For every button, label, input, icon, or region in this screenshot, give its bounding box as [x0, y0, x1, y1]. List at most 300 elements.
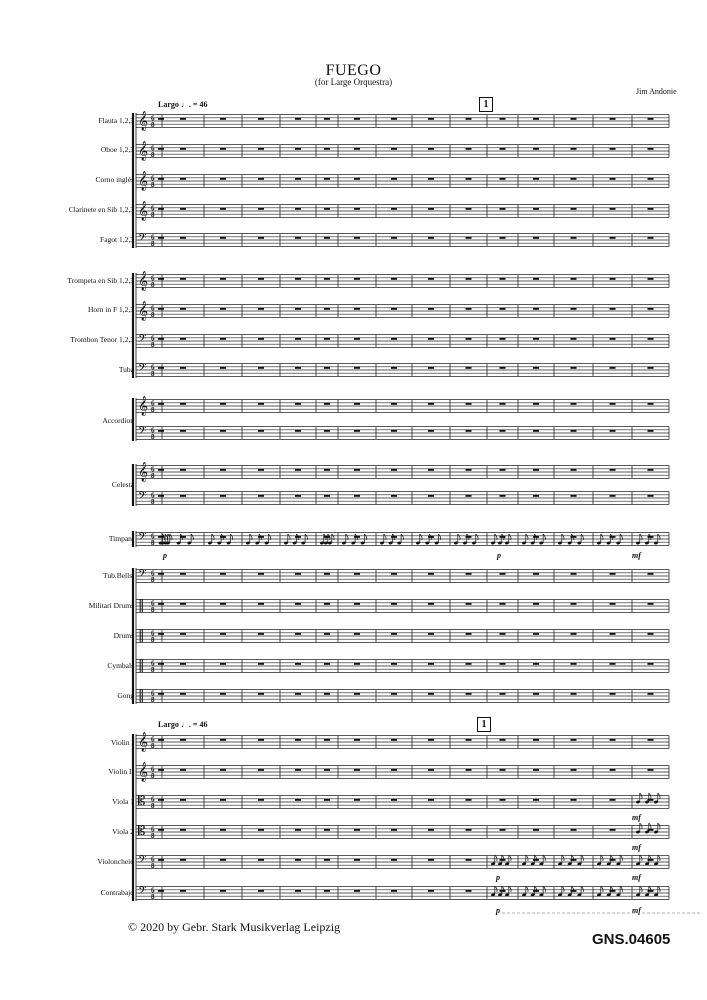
measure-rest [648, 603, 654, 605]
instrument-label-cymbals: Cymbals [107, 661, 134, 670]
measure-rest [324, 693, 330, 695]
measure-rest [258, 495, 264, 497]
clef-symbol: 𝄢 [138, 568, 147, 583]
instrument-label-drums: Drums [113, 631, 134, 640]
dynamic-marking: mf [632, 551, 641, 560]
clef-symbol: 𝄢 [138, 531, 147, 546]
measure-rest [354, 338, 360, 340]
clef-symbol: 𝄞 [138, 201, 149, 221]
time-signature: 8 [151, 181, 155, 189]
instrument-label-viola-1: Viola 1 [112, 797, 134, 806]
measure-rest [220, 769, 226, 771]
measure-rest [180, 633, 186, 635]
measure-rest [391, 430, 397, 432]
measure-rest [648, 338, 654, 340]
measure-rest [648, 308, 654, 310]
measure-rest [220, 739, 226, 741]
measure-rest [533, 469, 539, 471]
measure-rest [428, 663, 434, 665]
clef-symbol: 𝄞 [138, 171, 149, 191]
measure-rest [533, 278, 539, 280]
measure-rest [500, 573, 506, 575]
measure-rest [158, 573, 164, 575]
measure-rest [648, 237, 654, 239]
measure-rest [295, 178, 301, 180]
measure-rest [295, 890, 301, 892]
measure-rest [220, 278, 226, 280]
measure-rest [220, 693, 226, 695]
measure-rest [295, 403, 301, 405]
clef-symbol: ‖ [138, 688, 145, 703]
measure-rest [610, 237, 616, 239]
measure-rest [533, 495, 539, 497]
measure-rest [466, 308, 472, 310]
clef-symbol: ‖ [138, 598, 145, 613]
measure-rest [533, 573, 539, 575]
measure-rest [428, 148, 434, 150]
measure-rest [466, 799, 472, 801]
time-signature: 6 [151, 735, 155, 744]
measure-rest [258, 890, 264, 892]
measure-rest [533, 829, 539, 831]
measure-rest [158, 769, 164, 771]
measure-rest [324, 430, 330, 432]
measure-rest [354, 469, 360, 471]
measure-rest [180, 208, 186, 210]
time-signature: 6 [151, 795, 155, 804]
instrument-label-violin-1: Violin I [110, 738, 134, 747]
measure-rest [466, 148, 472, 150]
measure-rest [220, 829, 226, 831]
measure-rest [466, 118, 472, 120]
measure-rest [295, 573, 301, 575]
measure-rest [533, 178, 539, 180]
measure-rest [391, 603, 397, 605]
measure-rest [610, 603, 616, 605]
measure-rest [648, 469, 654, 471]
measure-rest [533, 603, 539, 605]
dynamic-marking: p [163, 551, 167, 560]
measure-rest [324, 573, 330, 575]
measure-rest [500, 208, 506, 210]
measure-rest [354, 403, 360, 405]
clef-symbol: 𝄞 [138, 141, 149, 161]
measure-rest [391, 573, 397, 575]
measure-rest [391, 859, 397, 861]
measure-rest [324, 403, 330, 405]
measure-rest [258, 118, 264, 120]
measure-rest [648, 367, 654, 369]
catalog-number: GNS.04605 [592, 931, 671, 948]
measure-rest [258, 367, 264, 369]
measure-rest [220, 799, 226, 801]
measure-rest [180, 693, 186, 695]
measure-rest [295, 308, 301, 310]
measure-rest [180, 469, 186, 471]
measure-rest [610, 663, 616, 665]
measure-rest [220, 338, 226, 340]
instrument-label-trombon: Trombon Tenor 1,2,3 [70, 335, 134, 344]
measure-rest [466, 693, 472, 695]
measure-rest [500, 799, 506, 801]
time-signature: 8 [151, 696, 155, 704]
instrument-label-horn: Horn in F 1,2,3 [87, 305, 134, 314]
instrument-label-timpani: Timpani [108, 534, 134, 543]
measure-rest [648, 633, 654, 635]
measure-rest [533, 859, 539, 861]
measure-rest [295, 237, 301, 239]
measure-rest [258, 237, 264, 239]
measure-rest [500, 859, 506, 861]
time-signature: 6 [151, 629, 155, 638]
measure-rest [571, 693, 577, 695]
measure-rest [500, 890, 506, 892]
measure-rest [180, 430, 186, 432]
measure-rest [295, 769, 301, 771]
measure-rest [158, 829, 164, 831]
measure-rest [500, 338, 506, 340]
instrument-label-tuba: Tuba [118, 365, 134, 374]
instrument-label-oboe: Oboe 1,2,3 [100, 145, 134, 154]
measure-rest [610, 739, 616, 741]
measure-rest [610, 148, 616, 150]
tempo-marking-top: Largo ♩. = 46 [158, 100, 208, 109]
measure-rest [466, 633, 472, 635]
time-signature: 6 [151, 825, 155, 834]
measure-rest [571, 237, 577, 239]
measure-rest [571, 118, 577, 120]
measure-rest [533, 237, 539, 239]
measure-rest [571, 469, 577, 471]
measure-rest [428, 308, 434, 310]
measure-rest [158, 603, 164, 605]
time-signature: 6 [151, 334, 155, 343]
clef-symbol: 𝄢 [138, 333, 147, 348]
instrument-label-accordion: Accordion [102, 416, 134, 425]
measure-rest [180, 308, 186, 310]
measure-rest [220, 573, 226, 575]
measure-rest [428, 208, 434, 210]
time-signature: 6 [151, 659, 155, 668]
measure-rest [258, 829, 264, 831]
instrument-label-flauta: Flauta 1,2,3 [98, 116, 134, 125]
measure-rest [220, 890, 226, 892]
measure-rest [648, 430, 654, 432]
measure-rest [158, 663, 164, 665]
measure-rest [466, 237, 472, 239]
measure-rest [354, 430, 360, 432]
measure-rest [500, 693, 506, 695]
measure-rest [500, 739, 506, 741]
measure-rest [258, 739, 264, 741]
copyright-notice: © 2020 by Gebr. Stark Musikverlag Leipzig [128, 920, 341, 934]
measure-rest [158, 403, 164, 405]
measure-rest [466, 367, 472, 369]
measure-rest [571, 403, 577, 405]
time-signature: 8 [151, 772, 155, 780]
measure-rest [571, 178, 577, 180]
time-signature: 6 [151, 569, 155, 578]
dynamic-marking: mf [632, 873, 641, 882]
measure-rest [500, 118, 506, 120]
measure-rest [466, 178, 472, 180]
measure-rest [533, 208, 539, 210]
time-signature: 6 [151, 465, 155, 474]
measure-rest [571, 739, 577, 741]
measure-rest [610, 403, 616, 405]
measure-rest [295, 338, 301, 340]
measure-rest [180, 148, 186, 150]
measure-rest [571, 573, 577, 575]
measure-rest [533, 890, 539, 892]
measure-rest [466, 338, 472, 340]
time-signature: 8 [151, 433, 155, 441]
measure-rest [258, 148, 264, 150]
time-signature: 8 [151, 606, 155, 614]
measure-rest [258, 693, 264, 695]
clef-symbol: 𝄢 [138, 232, 147, 247]
measure-rest [180, 859, 186, 861]
measure-rest [354, 890, 360, 892]
time-signature: 6 [151, 765, 155, 774]
measure-rest [295, 693, 301, 695]
measure-rest [466, 769, 472, 771]
measure-rest [391, 278, 397, 280]
measure-rest [324, 663, 330, 665]
measure-rest [324, 739, 330, 741]
time-signature: 8 [151, 862, 155, 870]
instrument-label-trompeta: Trompeta en Sib 1,2,3 [67, 276, 134, 285]
clef-symbol: 𝄡 [138, 824, 146, 839]
measure-rest [500, 469, 506, 471]
measure-rest [324, 208, 330, 210]
clef-symbol: 𝄞 [138, 271, 149, 291]
measure-rest [466, 663, 472, 665]
measure-rest [258, 799, 264, 801]
measure-rest [391, 829, 397, 831]
measure-rest [158, 430, 164, 432]
time-signature: 8 [151, 370, 155, 378]
instrument-label-military-drums: Militari Drums [88, 601, 134, 610]
time-signature: 6 [151, 689, 155, 698]
measure-rest [158, 536, 164, 538]
instrument-label-corno-ingles: Corno inglés [95, 175, 134, 184]
measure-rest [324, 278, 330, 280]
measure-rest [533, 799, 539, 801]
measure-rest [295, 278, 301, 280]
time-signature: 8 [151, 311, 155, 319]
measure-rest [610, 469, 616, 471]
measure-rest [258, 208, 264, 210]
measure-rest [180, 338, 186, 340]
measure-rest [533, 148, 539, 150]
measure-rest [295, 469, 301, 471]
measure-rest [391, 633, 397, 635]
measure-rest [610, 633, 616, 635]
measure-rest [571, 430, 577, 432]
measure-rest [500, 367, 506, 369]
measure-rest [533, 338, 539, 340]
measure-rest [428, 739, 434, 741]
measure-rest [391, 118, 397, 120]
measure-rest [428, 573, 434, 575]
clef-symbol: ‖ [138, 628, 145, 643]
measure-rest [180, 829, 186, 831]
measure-rest [610, 208, 616, 210]
measure-rest [158, 367, 164, 369]
measure-rest [180, 769, 186, 771]
measure-rest [533, 430, 539, 432]
measure-rest [158, 890, 164, 892]
time-signature: 8 [151, 576, 155, 584]
measure-rest [220, 237, 226, 239]
measure-rest [180, 603, 186, 605]
time-signature: 6 [151, 274, 155, 283]
measure-rest [220, 367, 226, 369]
instrument-label-contrabajo: Contrabajo [100, 888, 134, 897]
measure-rest [533, 118, 539, 120]
rehearsal-mark-strings: 1 [477, 717, 491, 732]
measure-rest [571, 769, 577, 771]
measure-rest [295, 829, 301, 831]
measure-rest [295, 430, 301, 432]
measure-rest [428, 829, 434, 831]
measure-rest [500, 430, 506, 432]
measure-rest [158, 859, 164, 861]
measure-rest [648, 178, 654, 180]
measure-rest [158, 633, 164, 635]
measure-rest [500, 278, 506, 280]
instrument-label-gong: Gong [117, 691, 134, 700]
measure-rest [220, 118, 226, 120]
clef-symbol: 𝄞 [138, 396, 149, 416]
measure-rest [391, 237, 397, 239]
time-signature: 8 [151, 151, 155, 159]
measure-rest [571, 148, 577, 150]
measure-rest [158, 495, 164, 497]
measure-rest [391, 469, 397, 471]
measure-rest [391, 663, 397, 665]
measure-rest [466, 739, 472, 741]
measure-rest [258, 663, 264, 665]
tempo-marking-strings: Largo ♩. = 46 [158, 720, 208, 729]
measure-rest [500, 769, 506, 771]
measure-rest [158, 308, 164, 310]
measure-rest [610, 829, 616, 831]
measure-rest [295, 633, 301, 635]
measure-rest [180, 799, 186, 801]
measure-rest [295, 799, 301, 801]
measure-rest [500, 237, 506, 239]
measure-rest [258, 403, 264, 405]
measure-rest [295, 663, 301, 665]
measure-rest [610, 278, 616, 280]
measure-rest [428, 693, 434, 695]
measure-rest [220, 859, 226, 861]
measure-rest [324, 237, 330, 239]
measure-rest [180, 890, 186, 892]
measure-rest [391, 890, 397, 892]
time-signature: 8 [151, 539, 155, 547]
clef-symbol: 𝄞 [138, 111, 149, 131]
clef-symbol: 𝄢 [138, 854, 147, 869]
clef-symbol: 𝄞 [138, 732, 149, 752]
measure-rest [324, 118, 330, 120]
measure-rest [648, 118, 654, 120]
measure-rest [295, 739, 301, 741]
measure-rest [258, 633, 264, 635]
time-signature: 8 [151, 893, 155, 901]
measure-rest [428, 367, 434, 369]
measure-rest [571, 663, 577, 665]
dynamic-marking: mf [632, 813, 641, 822]
dynamic-marking: mf [632, 906, 641, 915]
time-signature: 8 [151, 281, 155, 289]
measure-rest [466, 495, 472, 497]
measure-rest [258, 859, 264, 861]
clef-symbol: 𝄡 [138, 794, 146, 809]
measure-rest [324, 799, 330, 801]
measure-rest [180, 367, 186, 369]
time-signature: 8 [151, 406, 155, 414]
measure-rest [180, 663, 186, 665]
measure-rest [354, 603, 360, 605]
measure-rest [258, 278, 264, 280]
time-signature: 8 [151, 742, 155, 750]
measure-rest [324, 633, 330, 635]
time-signature: 8 [151, 211, 155, 219]
time-signature: 8 [151, 121, 155, 129]
measure-rest [571, 338, 577, 340]
measure-rest [648, 693, 654, 695]
measure-rest [354, 208, 360, 210]
measure-rest [220, 178, 226, 180]
measure-rest [571, 633, 577, 635]
instrument-label-tubular-bells: Tub.Bells. [103, 571, 134, 580]
measure-rest [533, 367, 539, 369]
measure-rest [428, 859, 434, 861]
measure-rest [648, 495, 654, 497]
measure-rest [391, 308, 397, 310]
measure-rest [180, 536, 186, 538]
measure-rest [648, 799, 654, 801]
measure-rest [428, 890, 434, 892]
measure-rest [354, 739, 360, 741]
measure-rest [648, 208, 654, 210]
measure-rest [220, 495, 226, 497]
measure-rest [391, 693, 397, 695]
measure-rest [220, 148, 226, 150]
time-signature: 8 [151, 636, 155, 644]
measure-rest [428, 118, 434, 120]
measure-rest [158, 278, 164, 280]
score-title: FUEGO [325, 62, 382, 79]
measure-rest [354, 633, 360, 635]
measure-rest [180, 403, 186, 405]
clef-symbol: ‖ [138, 658, 145, 673]
instrument-label-viola-2: Viola 2 [112, 827, 134, 836]
measure-rest [466, 430, 472, 432]
measure-rest [428, 469, 434, 471]
measure-rest [391, 338, 397, 340]
measure-rest [610, 430, 616, 432]
measure-rest [391, 495, 397, 497]
measure-rest [533, 663, 539, 665]
measure-rest [610, 367, 616, 369]
measure-rest [466, 890, 472, 892]
measure-rest [295, 148, 301, 150]
measure-rest [180, 495, 186, 497]
